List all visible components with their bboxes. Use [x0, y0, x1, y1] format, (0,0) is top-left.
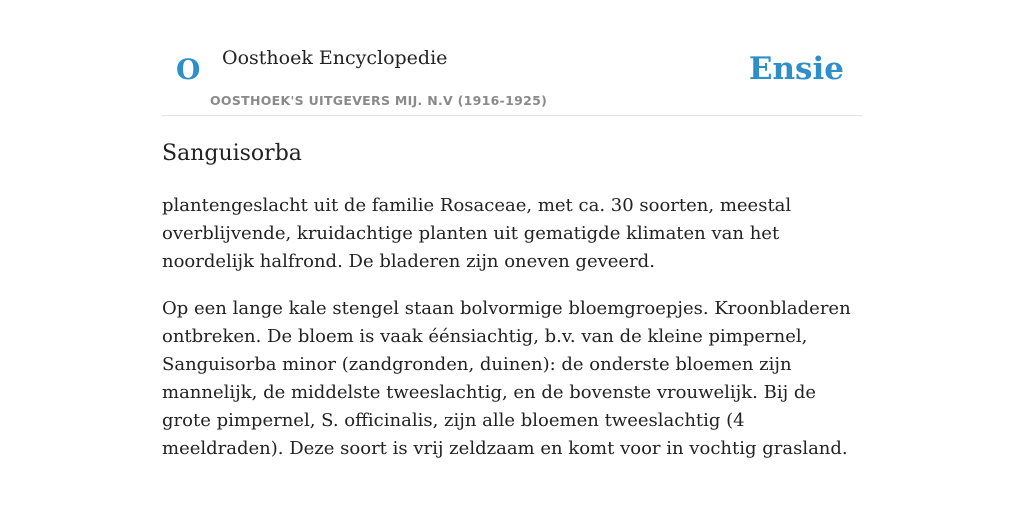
entry-paragraph: Op een lange kale stengel staan bolvormige bloemgroepjes. Kroonbladeren ontbreken. De bloem is vaak éénsiachtig, b.v. van de kleine pimpernel, Sanguisorba minor (zandgronden, duinen): de onderste bloemen zijn mannelijk, de middelste tweeslachtig, en de bovenste vrouwelijk. Bij de grote pimpernel, S. officinalis, zijn alle bloemen tweeslachtig (4 meeldraden). Deze soort is vrij zeldzaam en komt voor in vochtig grasland. [162, 298, 851, 459]
publisher-label: OOSTHOEK'S UITGEVERS MIJ. N.V (1916-1925) [210, 93, 548, 108]
entry-paragraph: plantengeslacht uit de familie Rosaceae, met ca. 30 soorten, meestal overblijvende, kruidachtige planten uit gematigde klimaten van het noordelijk halfrond. De bladeren zijn oneven geveerd. [162, 195, 792, 272]
page-container [162, 0, 862, 459]
brand-logo[interactable]: Ensie [748, 51, 844, 87]
logo-letter[interactable]: O [176, 53, 201, 86]
site-header [162, 0, 862, 116]
entry-body [162, 192, 862, 482]
site-title[interactable]: Oosthoek Encyclopedie [222, 47, 448, 69]
entry-title: Sanguisorba [162, 141, 302, 166]
